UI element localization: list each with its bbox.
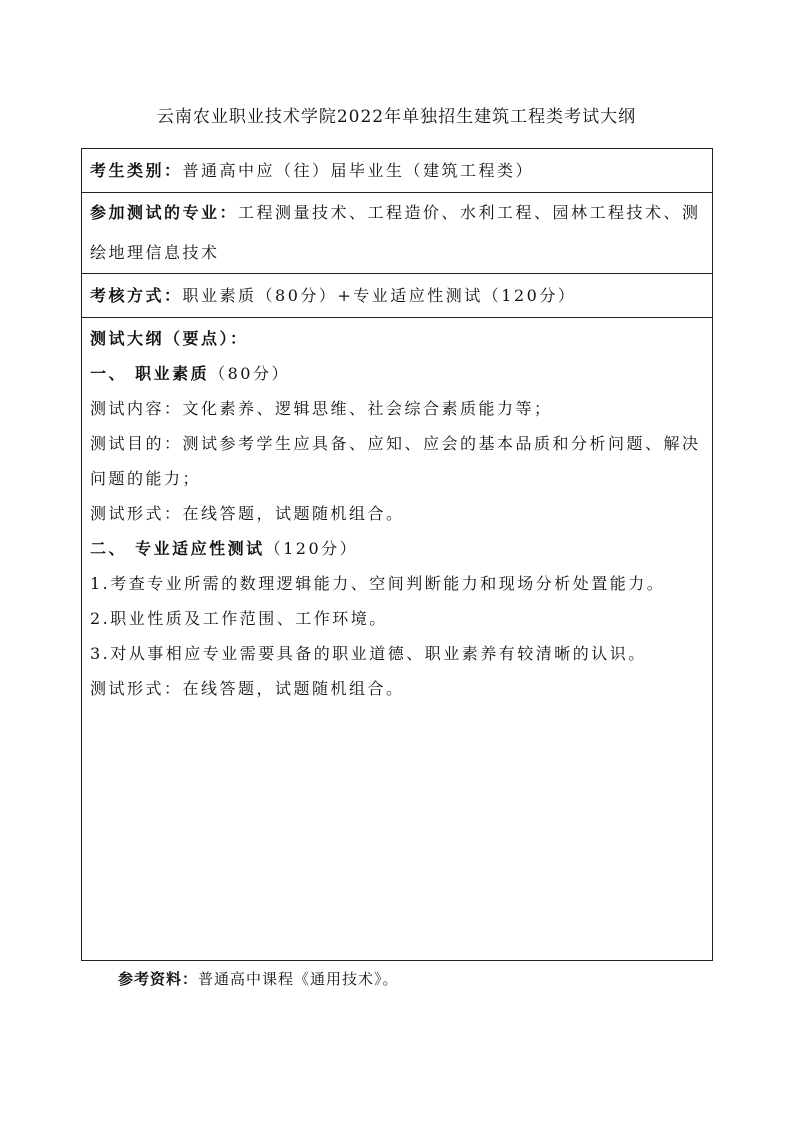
section1-score: （80分） — [209, 364, 290, 383]
category-label: 考生类别： — [90, 161, 183, 180]
section1-content: 测试内容：文化素养、逻辑思维、社会综合素质能力等； — [90, 399, 553, 418]
outline-heading: 测试大纲（要点）： — [90, 329, 249, 348]
section2-heading-line — [90, 531, 704, 566]
section1-heading-line — [90, 356, 704, 391]
reference-label: 参考资料： — [118, 970, 199, 988]
majors-row — [82, 193, 713, 274]
section1-purpose: 测试目的：测试参考学生应具备、应知、应会的基本品质和分析问题、解决问题的能力； — [90, 434, 701, 488]
section2-form: 测试形式：在线答题，试题随机组合。 — [90, 679, 405, 698]
method-row — [82, 274, 713, 318]
section2-item: 2.职业性质及工作范围、工作环境。 — [90, 609, 388, 628]
reference-value: 普通高中课程《通用技术》。 — [198, 970, 399, 988]
category-value: 普通高中应（往）届毕业生（建筑工程类） — [182, 161, 535, 180]
reference-materials — [118, 968, 399, 989]
candidate-category-row — [82, 149, 713, 193]
majors-value: 工程测量技术、工程造价、水利工程、园林工程技术、测绘地理信息技术 — [90, 203, 701, 262]
method-value: 职业素质（80分）+专业适应性测试（120分） — [182, 286, 577, 305]
section2-score: （120分） — [264, 539, 359, 558]
majors-label: 参加测试的专业： — [90, 203, 239, 222]
exam-outline-table — [81, 148, 713, 961]
section2-item: 3.对从事相应专业需要具备的职业道德、职业素养有较清晰的认识。 — [90, 644, 647, 663]
section1-heading: 一、 职业素质 — [90, 364, 210, 383]
section2-heading: 二、 专业适应性测试 — [90, 539, 265, 558]
section1-form: 测试形式：在线答题，试题随机组合。 — [90, 504, 405, 523]
document-title: 云南农业职业技术学院2022年单独招生建筑工程类考试大纲 — [156, 107, 637, 127]
section2-item: 1.考查专业所需的数理逻辑能力、空间判断能力和现场分析处置能力。 — [90, 574, 666, 593]
outline-row — [82, 318, 713, 961]
method-label: 考核方式： — [90, 286, 183, 305]
